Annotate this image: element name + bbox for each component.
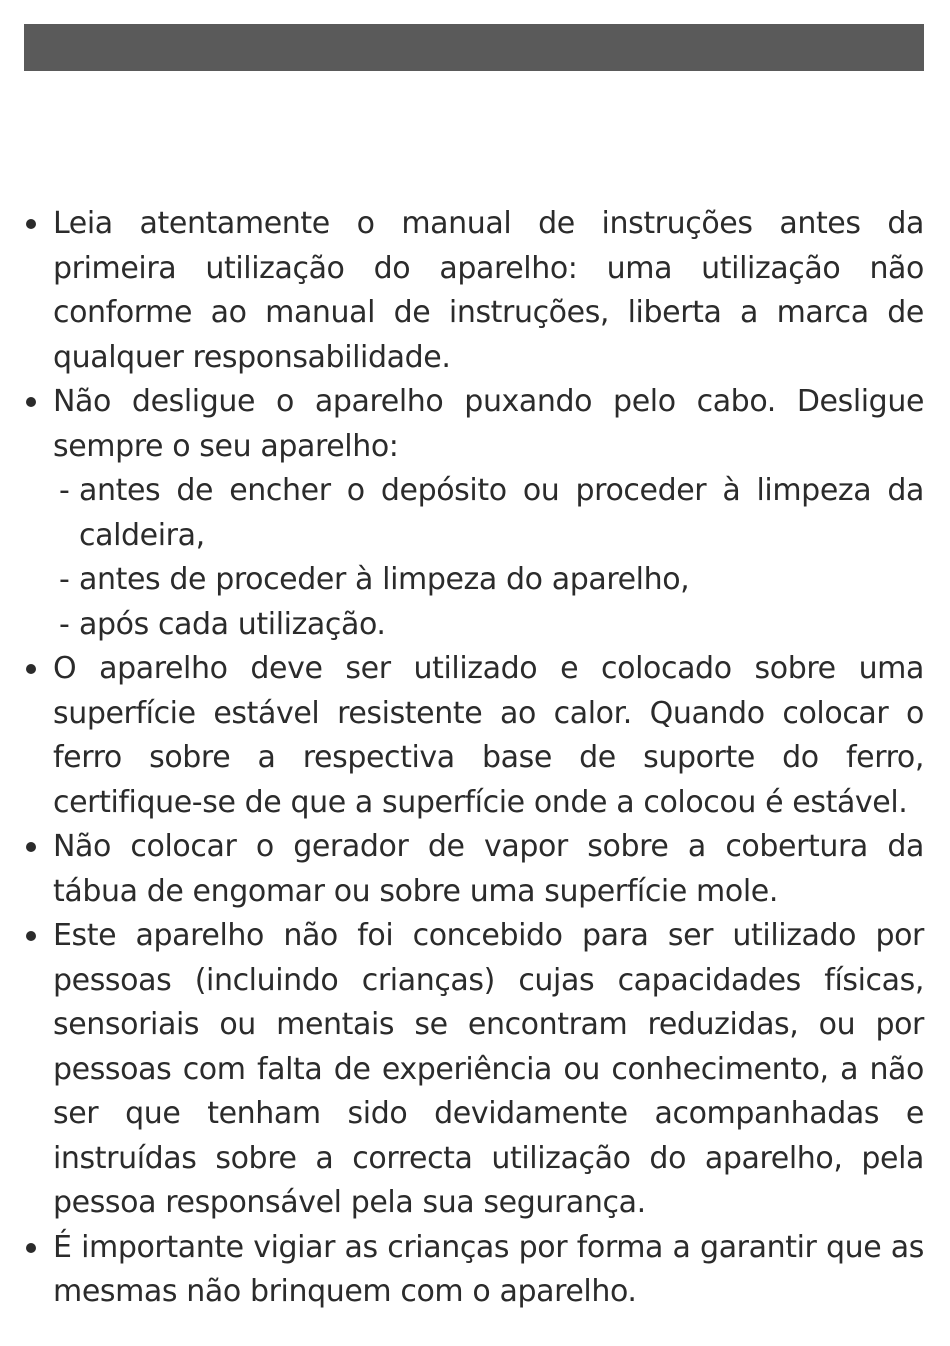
bullet-icon: [26, 219, 36, 229]
bullet-icon: [26, 931, 36, 941]
dash-icon: -: [59, 562, 70, 597]
bullet-text: Este aparelho não foi concebido para ser utilizado por pessoas (incluindo crianças) cujas capacidades físicas, sensoriais ou mentais se encontram reduzidas, ou por pessoas com falta de experiência ou conhecimento, a não ser que tenham sido devidamente acompanhadas e instruídas sobre a correcta utilização do aparelho, pela pessoa responsável pela sua segurança.: [53, 918, 924, 1220]
sub-item-text: antes de proceder à limpeza do aparelho,: [79, 562, 690, 597]
bullet-item-ironing-board: [24, 825, 924, 914]
bullet-item-children: [24, 1226, 924, 1315]
header-bar: [24, 24, 924, 71]
bullet-item-reduced-capacity: [24, 914, 924, 1226]
safety-instructions: [24, 202, 924, 1315]
bullet-icon: [26, 397, 36, 407]
bullet-text: O aparelho deve ser utilizado e colocado sobre uma superfície estável resistente ao calor. Quando colocar o ferro sobre a respectiva base de suporte do ferro, certifique-se de que a superfície onde a colocou é estável.: [53, 651, 924, 820]
bullet-icon: [26, 842, 36, 852]
sub-item-text: após cada utilização.: [79, 606, 386, 642]
sub-item-clean: [53, 558, 924, 603]
bullet-text: É importante vigiar as crianças por forma a garantir que as mesmas não brinquem com o aparelho.: [53, 1229, 924, 1309]
bullet-icon: [26, 664, 36, 674]
dash-icon: -: [59, 473, 70, 508]
bullet-text: Não desligue o aparelho puxando pelo cabo. Desligue sempre o seu aparelho:: [53, 384, 924, 464]
bullet-text: Não colocar o gerador de vapor sobre a cobertura da tábua de engomar ou sobre uma superfície mole.: [53, 829, 924, 909]
bullet-list: [24, 202, 924, 1315]
sub-item-text: antes de encher o depósito ou proceder à limpeza da caldeira,: [79, 473, 924, 553]
sub-item-after-use: [53, 603, 924, 648]
dash-icon: -: [59, 606, 70, 642]
bullet-icon: [26, 1243, 36, 1253]
bullet-item-manual: [24, 202, 924, 380]
bullet-item-unplug: [24, 380, 924, 647]
sub-list: [53, 469, 924, 647]
sub-item-fill-tank: [53, 469, 924, 558]
bullet-item-stable-surface: [24, 647, 924, 825]
bullet-text: Leia atentamente o manual de instruções antes da primeira utilização do aparelho: uma utilização não conforme ao manual de instruções, liberta a marca de qualquer responsabilidade.: [53, 206, 924, 375]
